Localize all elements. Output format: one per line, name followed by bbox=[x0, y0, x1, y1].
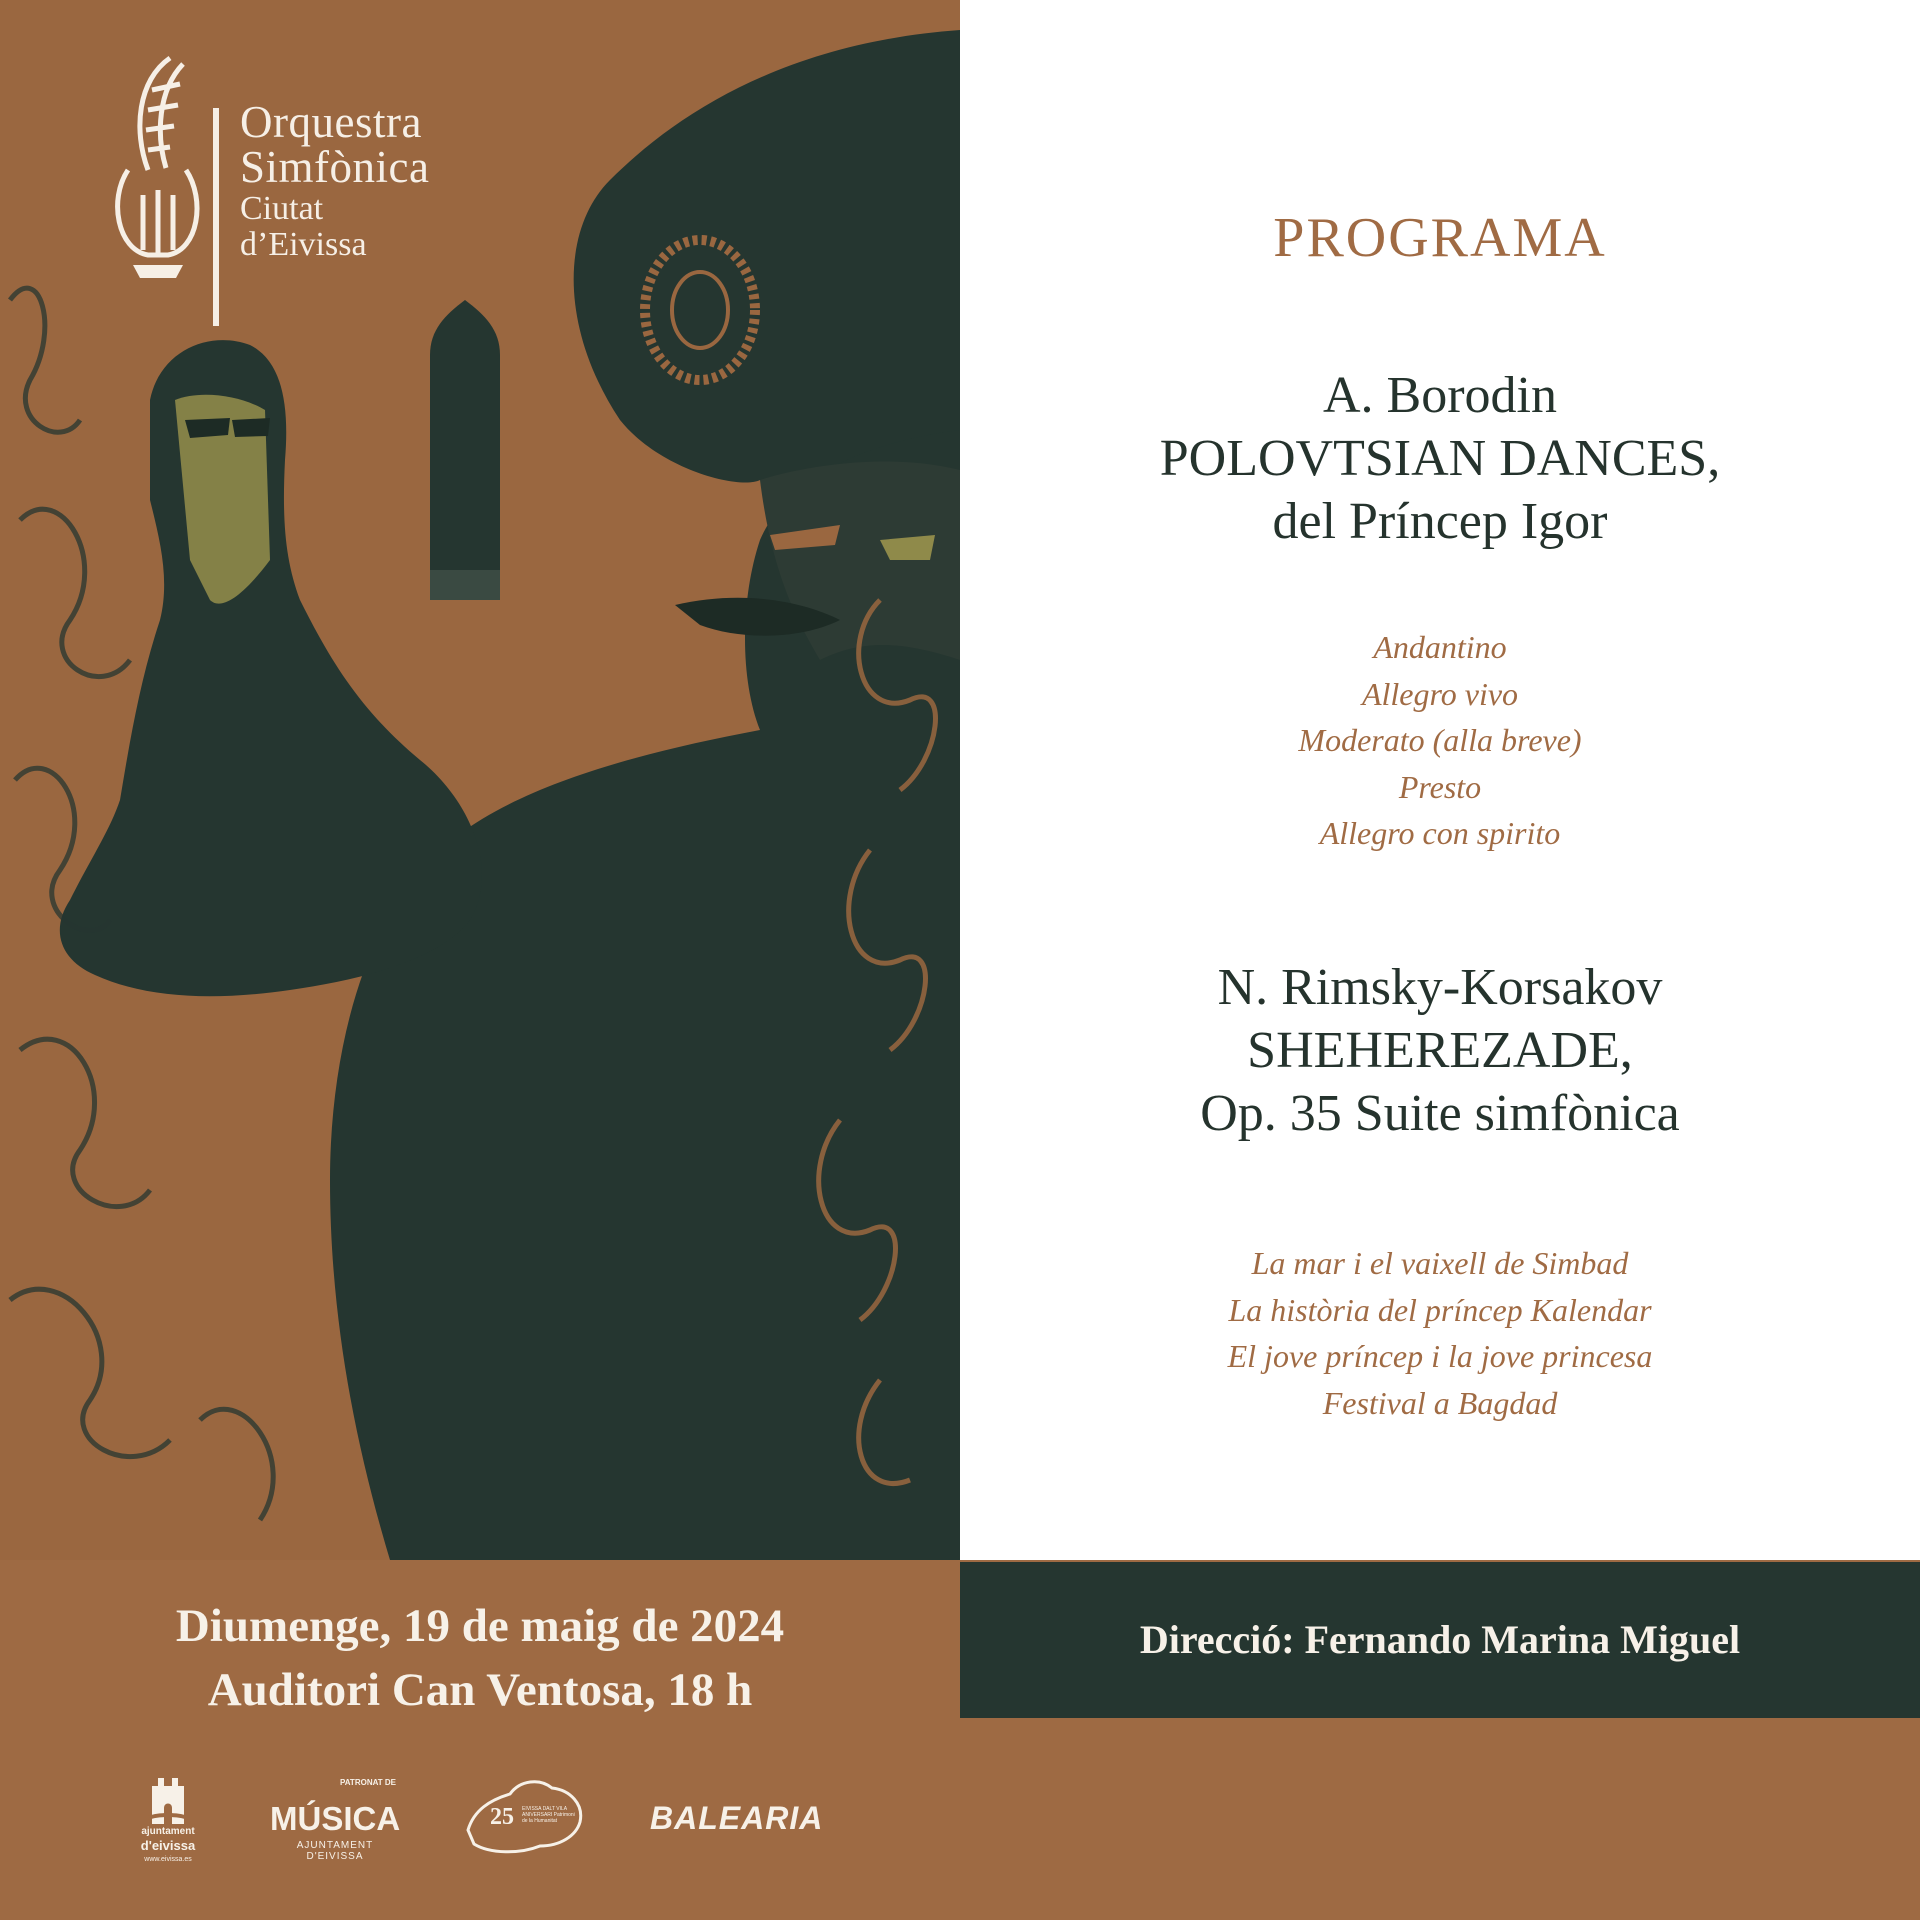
piece-subtitle: Op. 35 Suite simfònica bbox=[1200, 1085, 1680, 1142]
ajuntament-line2: d'eivissa bbox=[140, 1838, 196, 1853]
composer: A. Borodin bbox=[1323, 367, 1557, 424]
piece-borodin bbox=[960, 364, 1920, 553]
piece-title: POLOVTSIAN DANCES, bbox=[1159, 430, 1721, 487]
ajuntament-logo bbox=[132, 1772, 204, 1864]
aniversari-logo bbox=[460, 1770, 590, 1856]
composer: N. Rimsky-Korsakov bbox=[1217, 959, 1663, 1016]
movement-item: La mar i el vaixell de Simbad bbox=[1251, 1245, 1629, 1281]
patronat-sub: AJUNTAMENT D'EIVISSA bbox=[296, 1840, 374, 1862]
piece-rimsky-korsakov bbox=[960, 956, 1920, 1145]
director-bar bbox=[960, 1562, 1920, 1718]
lyre-icon bbox=[108, 50, 208, 280]
director-text: Direcció: Fernando Marina Miguel bbox=[1139, 1617, 1741, 1662]
orchestra-name-line3: Ciutat bbox=[240, 190, 324, 227]
balearia-logo: BALEARIA bbox=[650, 1800, 824, 1836]
movement-item: Andantino bbox=[1373, 629, 1507, 665]
aniversari-text: EIVISSA DALT VILA ANIVERSARI Patrimoni de la Humanitat bbox=[522, 1806, 575, 1824]
movement-item: Allegro con spirito bbox=[1319, 815, 1561, 851]
patronat-musica-logo bbox=[270, 1778, 401, 1862]
movement-item: El jove príncep i la jove princesa bbox=[1227, 1338, 1653, 1374]
orchestra-name-line1: Orquestra bbox=[240, 97, 422, 147]
movement-item: La història del príncep Kalendar bbox=[1228, 1291, 1652, 1328]
movement-item: Festival a Bagdad bbox=[1322, 1384, 1558, 1421]
orchestra-name-line4: d’Eivissa bbox=[240, 226, 367, 263]
orchestra-name bbox=[240, 97, 430, 263]
movement-item: Moderato (alla breve) bbox=[1298, 722, 1582, 758]
poster-illustration bbox=[0, 0, 960, 1560]
event-venue-time: Auditori Can Ventosa, 18 h bbox=[207, 1664, 753, 1716]
piece-title: SHEHEREZADE, bbox=[1247, 1022, 1633, 1079]
ajuntament-line1: ajuntament bbox=[141, 1826, 195, 1837]
logo-divider bbox=[213, 108, 219, 326]
program-heading: PROGRAMA bbox=[1273, 207, 1607, 269]
movement-item: Presto bbox=[1398, 768, 1482, 805]
event-info bbox=[0, 1594, 960, 1722]
ajuntament-url: www.eivissa.es bbox=[144, 1856, 192, 1863]
aniversari-number: 25 bbox=[490, 1804, 514, 1830]
movement-item: Allegro vivo bbox=[1361, 675, 1519, 712]
event-date: Diumenge, 19 de maig de 2024 bbox=[175, 1600, 785, 1652]
piece-subtitle: del Príncep Igor bbox=[1272, 493, 1608, 550]
movement-list bbox=[960, 1240, 1920, 1426]
castle-icon bbox=[148, 1772, 188, 1824]
program-panel bbox=[960, 0, 1920, 1560]
orchestra-name-line2: Simfònica bbox=[240, 142, 430, 192]
patronat-main: MÚSICA bbox=[270, 1800, 401, 1837]
orchestra-logo bbox=[108, 50, 488, 290]
movement-list bbox=[960, 624, 1920, 857]
patronat-top: PATRONAT DE bbox=[340, 1778, 396, 1787]
